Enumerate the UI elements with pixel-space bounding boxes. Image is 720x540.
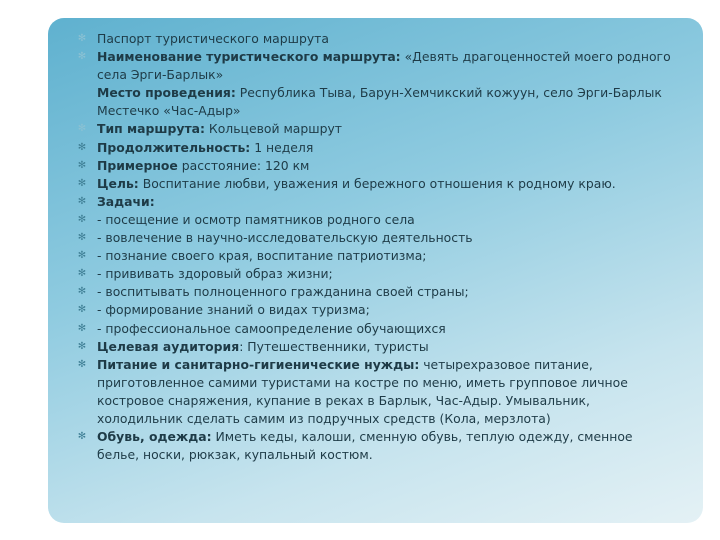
item-text: «Девять драгоценностей моего родного села Эрги-Барлык» [97,49,671,83]
list-item [76,428,676,464]
item-text: Кольцевой маршрут [204,121,343,137]
item-text: - формирование знаний о видах туризма; [97,302,370,318]
asterisk-bullet-icon: ✻ [77,232,87,244]
list-item [76,193,676,211]
asterisk-bullet-icon: ✻ [77,195,87,207]
list-item [76,356,676,428]
item-label: Примерное [97,157,178,173]
list-item [76,320,676,338]
item-label: Целевая аудитория [97,338,240,354]
item-text: Республика Тыва, Барун-Хемчикский кожуун, село Эрги-Барлык Местечко «Час-Адыр» [97,85,662,119]
list-item [76,139,676,157]
asterisk-bullet-icon: ✻ [77,304,87,316]
list-item [76,48,676,84]
item-text: - прививать здоровый образ жизни; [97,266,333,282]
item-text: - познание своего края, воспитание патриотизма; [97,248,427,264]
item-text: расстояние: 120 км [177,157,310,173]
item-text: - вовлечение в научно-исследовательскую деятельность [97,230,473,246]
list-item [76,84,676,120]
asterisk-bullet-icon: ✻ [77,431,87,443]
list-item [76,283,676,301]
item-text: - профессиональное самоопределение обучающихся [97,320,446,336]
asterisk-bullet-icon: ✻ [77,33,87,44]
list-item [76,265,676,283]
asterisk-bullet-icon: ✻ [77,322,87,334]
item-label: Место проведения: [97,85,236,101]
asterisk-bullet-icon: ✻ [77,213,87,225]
item-text: четырехразовое питание, приготовленное самими туристами на костре по меню, иметь групповое личное костровое снаряжения, купание в реках в Барлык, Час-Адыр. Умывальник, холодильник сделать самим из подручных средств (Кола, мерзлота) [97,356,628,426]
list-item [76,157,676,175]
item-label: Тип маршрута: [97,121,205,137]
list-item [76,175,676,193]
asterisk-bullet-icon: ✻ [77,268,87,280]
asterisk-bullet-icon: ✻ [77,250,87,262]
item-label: Продолжительность: [97,139,251,155]
route-passport-list [76,30,676,464]
item-text: Воспитание любви, уважения и бережного отношения к родному краю. [138,175,616,191]
item-text: Иметь кеды, калоши, сменную обувь, теплую одежду, сменное белье, носки, рюкзак, купальный костюм. [97,429,633,463]
item-text: - посещение и осмотр памятников родного села [97,211,415,227]
item-label: Обувь, одежда: [97,429,212,445]
item-label: Цель: [97,175,139,191]
list-item [76,30,676,48]
list-item [76,247,676,265]
item-label: Питание и санитарно-гигиенические нужды: [97,356,420,372]
item-text: : Путешественники, туристы [239,338,429,354]
list-item [76,211,676,229]
item-label: Задачи: [97,193,155,209]
asterisk-bullet-icon: ✻ [77,340,87,352]
asterisk-bullet-icon: ✻ [77,159,87,171]
list-item [76,338,676,356]
item-text: Паспорт туристического маршрута [97,31,329,46]
item-text: 1 неделя [250,139,314,155]
asterisk-bullet-icon: ✻ [77,177,87,189]
asterisk-bullet-icon: ✻ [77,141,87,153]
item-text: - воспитывать полноценного гражданина своей страны; [97,284,469,300]
item-label: Наименование туристического маршрута: [97,49,401,65]
list-item [76,301,676,319]
asterisk-bullet-icon: ✻ [77,286,87,298]
asterisk-bullet-icon: ✻ [77,123,87,135]
list-item [76,120,676,138]
list-item [76,229,676,247]
asterisk-bullet-icon: ✻ [77,51,87,63]
asterisk-bullet-icon: ✻ [77,358,87,370]
